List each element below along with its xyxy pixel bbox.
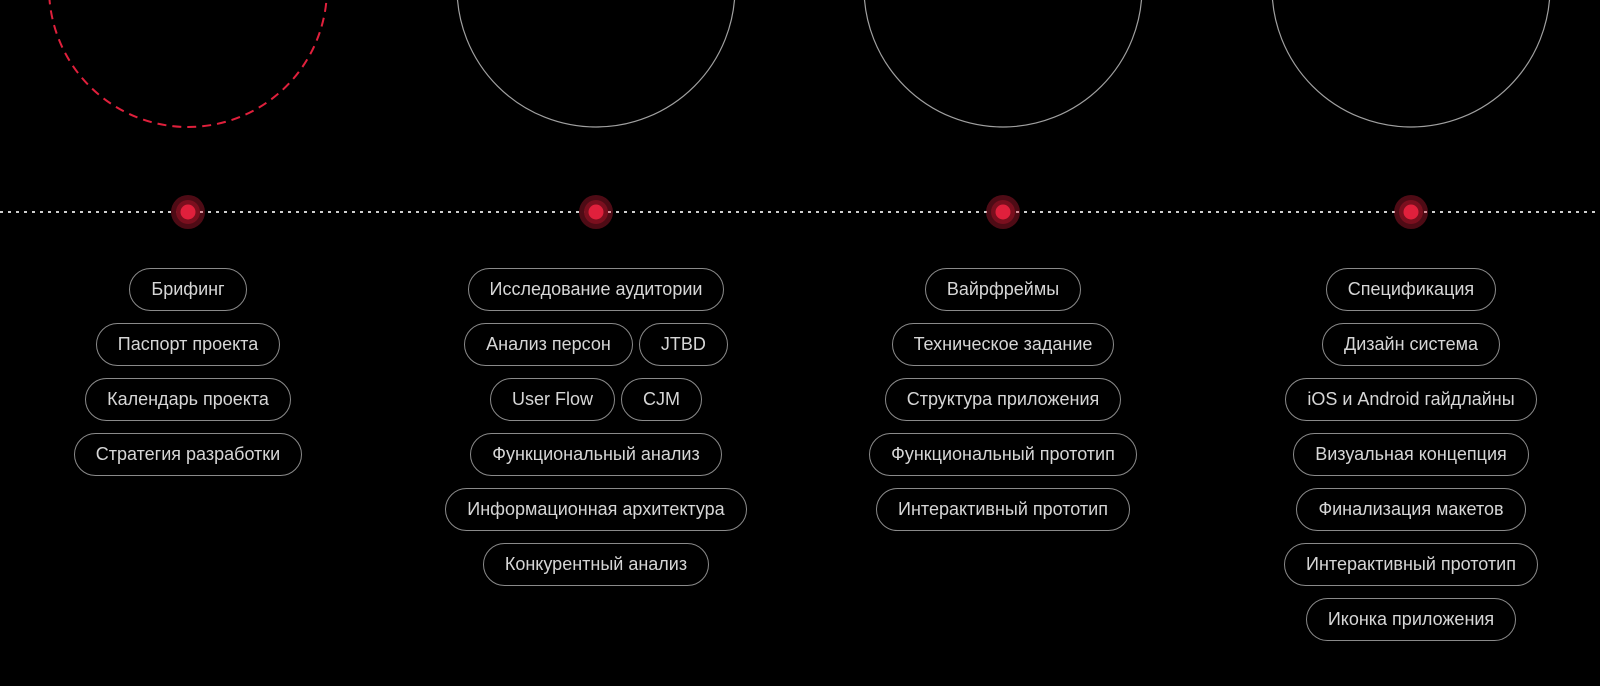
pill-row	[96, 323, 280, 366]
stage-circle-2	[457, 0, 735, 127]
task-pill[interactable]: Стратегия разработки	[74, 433, 302, 476]
pill-row	[129, 268, 246, 311]
task-pill[interactable]: Брифинг	[129, 268, 246, 311]
task-pill[interactable]: CJM	[621, 378, 702, 421]
pill-row	[1306, 598, 1516, 641]
pill-row	[1285, 378, 1536, 421]
pill-row	[468, 268, 725, 311]
task-pill[interactable]: Функциональный прототип	[869, 433, 1137, 476]
task-pill[interactable]: Техническое задание	[892, 323, 1115, 366]
pill-row	[483, 543, 709, 586]
pill-row	[876, 488, 1130, 531]
pill-row	[1293, 433, 1529, 476]
stage-circle-3	[864, 0, 1142, 127]
task-pill[interactable]: Календарь проекта	[85, 378, 291, 421]
task-pill[interactable]: Конкурентный анализ	[483, 543, 709, 586]
stage-marker-3[interactable]	[986, 195, 1020, 229]
task-pill[interactable]: Исследование аудитории	[468, 268, 725, 311]
task-pill[interactable]: JTBD	[639, 323, 728, 366]
stage-marker-4[interactable]	[1394, 195, 1428, 229]
task-pill[interactable]: Интерактивный прототип	[876, 488, 1130, 531]
stage-column-2	[396, 268, 796, 598]
stage-marker-1[interactable]	[171, 195, 205, 229]
task-pill[interactable]: Функциональный анализ	[470, 433, 721, 476]
pill-row	[1284, 543, 1538, 586]
pill-row	[1326, 268, 1496, 311]
pill-row	[445, 488, 746, 531]
task-pill[interactable]: Финализация макетов	[1296, 488, 1525, 531]
stage-marker-core	[589, 205, 604, 220]
pill-row	[869, 433, 1137, 476]
pill-row	[74, 433, 302, 476]
pill-row	[892, 323, 1115, 366]
task-pill[interactable]: Структура приложения	[885, 378, 1122, 421]
task-pill[interactable]: Паспорт проекта	[96, 323, 280, 366]
task-pill[interactable]: Иконка приложения	[1306, 598, 1516, 641]
task-pill[interactable]: Визуальная концепция	[1293, 433, 1529, 476]
stage-marker-core	[1404, 205, 1419, 220]
pill-row	[85, 378, 291, 421]
stage-column-3	[803, 268, 1203, 543]
pill-row	[464, 323, 728, 366]
stage-marker-2[interactable]	[579, 195, 613, 229]
task-pill[interactable]: Дизайн система	[1322, 323, 1500, 366]
task-pill[interactable]: Анализ персон	[464, 323, 633, 366]
stage-circle-1	[49, 0, 327, 127]
task-pill[interactable]: Информационная архитектура	[445, 488, 746, 531]
stage-marker-core	[996, 205, 1011, 220]
stage-column-1	[0, 268, 388, 488]
pill-row	[885, 378, 1122, 421]
task-pill[interactable]: Спецификация	[1326, 268, 1496, 311]
pill-row	[490, 378, 702, 421]
task-pill[interactable]: User Flow	[490, 378, 615, 421]
task-pill[interactable]: iOS и Android гайдлайны	[1285, 378, 1536, 421]
pill-row	[1322, 323, 1500, 366]
pill-row	[470, 433, 721, 476]
stage-column-4	[1211, 268, 1600, 653]
stage-circle-4	[1272, 0, 1550, 127]
task-pill[interactable]: Интерактивный прототип	[1284, 543, 1538, 586]
pill-row	[925, 268, 1081, 311]
task-pill[interactable]: Вайрфреймы	[925, 268, 1081, 311]
pill-row	[1296, 488, 1525, 531]
stage-marker-core	[181, 205, 196, 220]
